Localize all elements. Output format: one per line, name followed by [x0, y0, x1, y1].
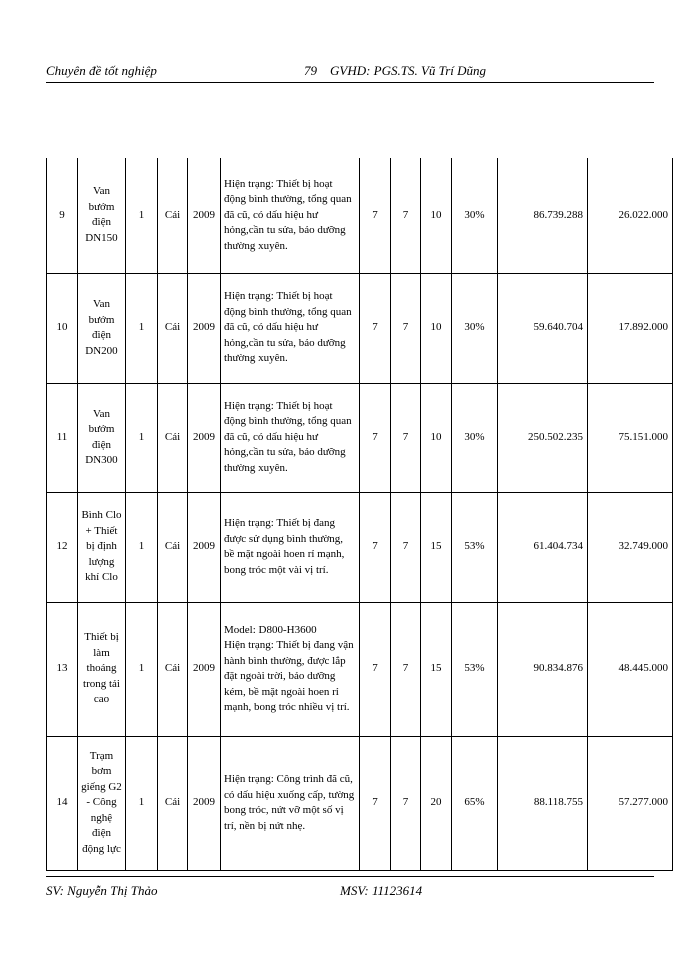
row-number: 13 — [47, 602, 78, 736]
quantity: 1 — [126, 158, 158, 273]
col-value-3: 15 — [421, 602, 452, 736]
condition-description: Hiện trạng: Thiết bị hoạt động bình thường, tổng quan đã cũ, có dấu hiệu hư hỏng,cần tu sửa, bảo dưỡng thường xuyên. — [221, 158, 360, 273]
student-id: MSV: 11123614 — [340, 883, 423, 898]
unit: Cái — [158, 383, 188, 492]
col-value-1: 7 — [360, 158, 391, 273]
table-row — [47, 158, 673, 273]
col-value-1: 7 — [360, 736, 391, 870]
quantity: 1 — [126, 492, 158, 602]
remaining-value: 32.749.000 — [588, 492, 673, 602]
col-value-3: 10 — [421, 158, 452, 273]
year: 2009 — [188, 158, 221, 273]
table-row — [47, 383, 673, 492]
item-name: Bình Clo + Thiết bị định lượng khí Clo — [78, 492, 126, 602]
unit: Cái — [158, 602, 188, 736]
col-value-3: 10 — [421, 383, 452, 492]
page-header — [46, 60, 654, 83]
quantity: 1 — [126, 602, 158, 736]
original-value: 59.640.704 — [498, 273, 588, 383]
row-number: 14 — [47, 736, 78, 870]
percent: 53% — [452, 602, 498, 736]
original-value: 88.118.755 — [498, 736, 588, 870]
table-row — [47, 602, 673, 736]
year: 2009 — [188, 736, 221, 870]
row-number: 12 — [47, 492, 78, 602]
student-name: SV: Nguyễn Thị Thảo — [46, 883, 158, 898]
col-value-1: 7 — [360, 602, 391, 736]
percent: 30% — [452, 158, 498, 273]
table-row — [47, 492, 673, 602]
original-value: 250.502.235 — [498, 383, 588, 492]
col-value-2: 7 — [391, 158, 421, 273]
original-value: 61.404.734 — [498, 492, 588, 602]
condition-description: Hiện trạng: Thiết bị hoạt động bình thường, tổng quan đã cũ, có dấu hiệu hư hỏng,cần tu sửa, bảo dưỡng thường xuyên. — [221, 383, 360, 492]
original-value: 86.739.288 — [498, 158, 588, 273]
table-row — [47, 736, 673, 870]
col-value-1: 7 — [360, 383, 391, 492]
row-number: 10 — [47, 273, 78, 383]
advisor-name: GVHD: PGS.TS. Vũ Trí Dũng — [330, 63, 487, 78]
year: 2009 — [188, 492, 221, 602]
unit: Cái — [158, 492, 188, 602]
col-value-2: 7 — [391, 273, 421, 383]
item-name: Van bướm điện DN200 — [78, 273, 126, 383]
item-name: Thiết bị làm thoáng trong tải cao — [78, 602, 126, 736]
year: 2009 — [188, 273, 221, 383]
remaining-value: 57.277.000 — [588, 736, 673, 870]
quantity: 1 — [126, 383, 158, 492]
header-center — [304, 63, 486, 79]
unit: Cái — [158, 273, 188, 383]
remaining-value: 26.022.000 — [588, 158, 673, 273]
percent: 53% — [452, 492, 498, 602]
col-value-2: 7 — [391, 736, 421, 870]
header-title: Chuyên đề tốt nghiệp — [46, 63, 157, 78]
page-number: 79 — [304, 63, 317, 78]
col-value-1: 7 — [360, 492, 391, 602]
original-value: 90.834.876 — [498, 602, 588, 736]
condition-description: Hiện trạng: Công trình đã cũ, có dấu hiệu xuống cấp, tường bong tróc, nứt vỡ một số vị trí, nền bị nứt nhẹ. — [221, 736, 360, 870]
unit: Cái — [158, 736, 188, 870]
row-number: 11 — [47, 383, 78, 492]
page-footer — [46, 876, 654, 901]
quantity: 1 — [126, 273, 158, 383]
year: 2009 — [188, 383, 221, 492]
remaining-value: 48.445.000 — [588, 602, 673, 736]
col-value-3: 10 — [421, 273, 452, 383]
col-value-3: 20 — [421, 736, 452, 870]
condition-description: Model: D800-H3600 Hiện trạng: Thiết bị đang vận hành bình thường, được lắp đặt ngoài trời, bảo dưỡng kém, bề mặt ngoài hoen rỉ mạnh, bong tróc nhiều vị trí. — [221, 602, 360, 736]
col-value-2: 7 — [391, 602, 421, 736]
col-value-1: 7 — [360, 273, 391, 383]
condition-description: Hiện trạng: Thiết bị đang được sử dụng bình thường, bề mặt ngoài hoen rỉ mạnh, bong tróc một vài vị trí. — [221, 492, 360, 602]
remaining-value: 17.892.000 — [588, 273, 673, 383]
unit: Cái — [158, 158, 188, 273]
percent: 30% — [452, 383, 498, 492]
condition-description: Hiện trạng: Thiết bị hoạt động bình thường, tổng quan đã cũ, có dấu hiệu hư hỏng,cần tu sửa, bảo dưỡng thường xuyên. — [221, 273, 360, 383]
table-row — [47, 273, 673, 383]
year: 2009 — [188, 602, 221, 736]
col-value-2: 7 — [391, 383, 421, 492]
remaining-value: 75.151.000 — [588, 383, 673, 492]
item-name: Trạm bơm giếng G2 - Công nghệ điện động lực — [78, 736, 126, 870]
col-value-3: 15 — [421, 492, 452, 602]
percent: 30% — [452, 273, 498, 383]
col-value-2: 7 — [391, 492, 421, 602]
row-number: 9 — [47, 158, 78, 273]
quantity: 1 — [126, 736, 158, 870]
item-name: Van bướm điện DN150 — [78, 158, 126, 273]
percent: 65% — [452, 736, 498, 870]
asset-table — [46, 158, 673, 871]
item-name: Van bướm điện DN300 — [78, 383, 126, 492]
